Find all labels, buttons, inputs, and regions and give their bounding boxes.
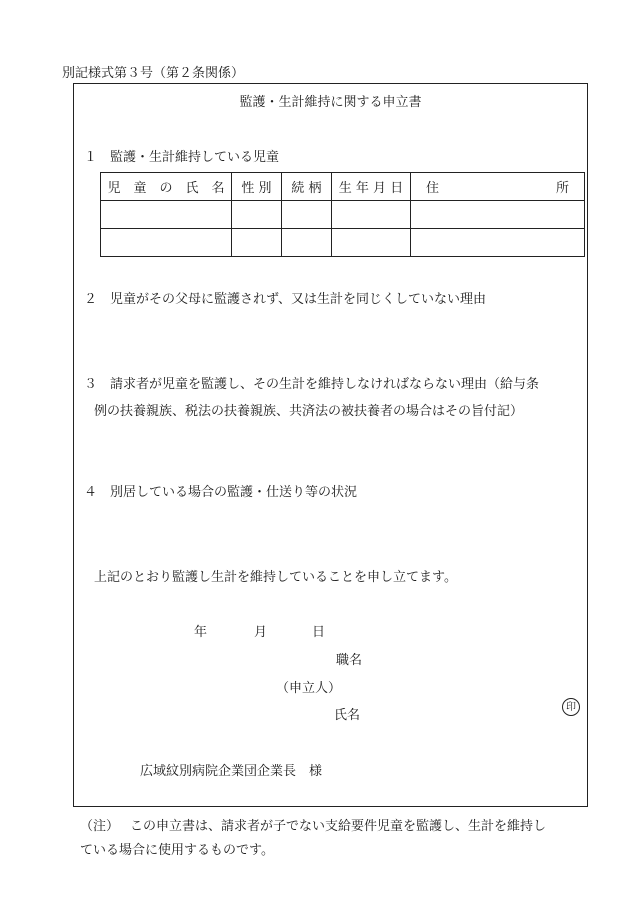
section-4-heading: ４ 別居している場合の監護・仕送り等の状況 [84,485,358,500]
cell-relationship[interactable] [282,201,332,229]
date-day: 日 [312,625,326,640]
section-3-heading: ３ 請求者が児童を監護し、その生計を維持しなければならない理由（給与条 [84,377,540,392]
section-2-heading: ２ 児童がその父母に監護されず、又は生計を同じくしていない理由 [84,292,486,307]
date-month: 月 [254,625,268,640]
note [80,815,600,863]
form-label: 別記様式第３号（第２条関係） [62,66,245,81]
header-address: 住 所 [411,173,585,201]
cell-address[interactable] [411,229,585,257]
cell-address[interactable] [411,201,585,229]
cell-birthdate[interactable] [332,229,411,257]
table-row [101,229,585,257]
header-child-name: 児 童 の 氏 名 [101,173,232,201]
name-label: 氏名 [334,708,361,723]
cell-relationship[interactable] [282,229,332,257]
applicant-label: （申立人） [276,681,342,696]
document-title: 監護・生計維持に関する申立書 [239,95,422,110]
header-relationship: 続 柄 [282,173,332,201]
section-3-heading-cont: 例の扶養親族、税法の扶養親族、共済法の被扶養者の場合はその旨付記） [94,404,524,419]
declaration-text: 上記のとおり監護し生計を維持していることを申し立てます。 [94,570,457,585]
cell-sex[interactable] [232,229,282,257]
seal-mark: 印 [562,698,580,716]
cell-child-name[interactable] [101,201,232,229]
header-sex: 性 別 [232,173,282,201]
header-birthdate: 生 年 月 日 [332,173,411,201]
date-year: 年 [194,625,208,640]
cell-birthdate[interactable] [332,201,411,229]
child-table [100,172,585,257]
note-line-2: ている場合に使用するものです。 [80,843,274,858]
note-line-1: この申立書は、請求者が子でない支給要件児童を監護し、生計を維持し [130,819,547,834]
table-header-row [101,173,585,201]
cell-sex[interactable] [232,201,282,229]
section-1-heading: １ 監護・生計維持している児童 [84,150,280,165]
job-title-label: 職名 [336,653,363,668]
date-line [194,621,325,640]
table-row [101,201,585,229]
addressee: 広域紋別病院企業団企業長 様 [140,764,323,779]
form-box [73,83,588,807]
cell-child-name[interactable] [101,229,232,257]
note-label: （注） [80,819,120,834]
